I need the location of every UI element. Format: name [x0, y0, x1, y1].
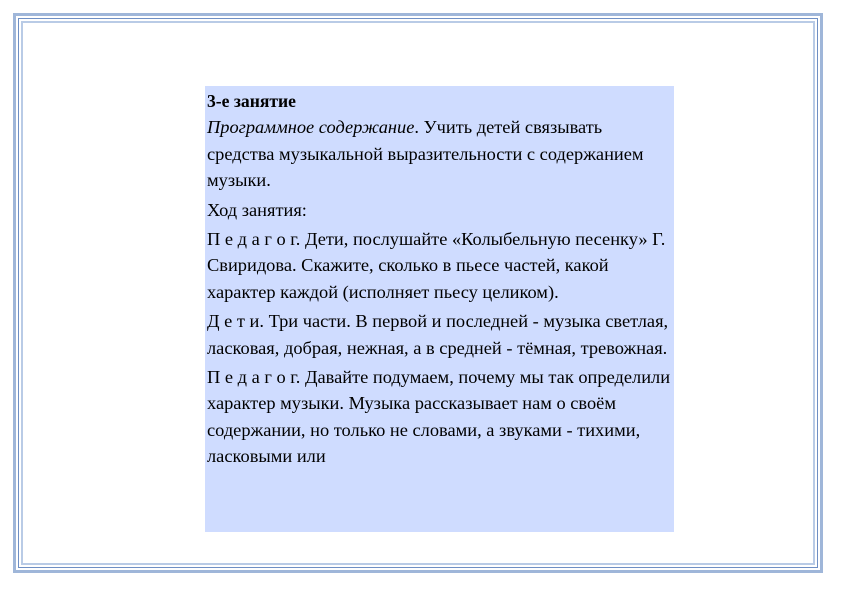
dialogue-text: Три части. В первой и последней - музыка светлая, ласковая, добрая, нежная, а в средней - тёмная, тревожная. — [207, 311, 669, 358]
lesson-course-heading: Ход занятия: — [207, 199, 307, 220]
speaker-label: П е д а г о г. — [207, 229, 301, 250]
lesson-title: 3-е занятие — [207, 91, 296, 111]
speaker-label: Д е т и. — [207, 311, 264, 332]
speaker-label: П е д а г о г. — [207, 367, 301, 388]
dialogue-paragraph — [207, 364, 674, 470]
program-content-paragraph — [207, 114, 674, 193]
dialogue-paragraph — [207, 226, 674, 305]
program-content-label: Программное содержание — [207, 117, 415, 138]
dialogue-text: Дети, послушайте «Колыбельную песенку» Г. Свиридова. Скажите, сколько в пьесе частей, какой характер каждой (исполняет пьесу целиком). — [207, 229, 666, 302]
dialogue-text: Давайте подумаем, почему мы так определили характер музыки. Музыка рассказывает нам о своём содержании, но только не словами, а звуками - тихими, ласковыми или — [207, 367, 671, 467]
lesson-text-box — [205, 86, 674, 532]
program-content-text: . Учить детей связывать средства музыкальной выразительности с содержанием музыки. — [207, 117, 644, 191]
dialogue-paragraph — [207, 308, 674, 361]
